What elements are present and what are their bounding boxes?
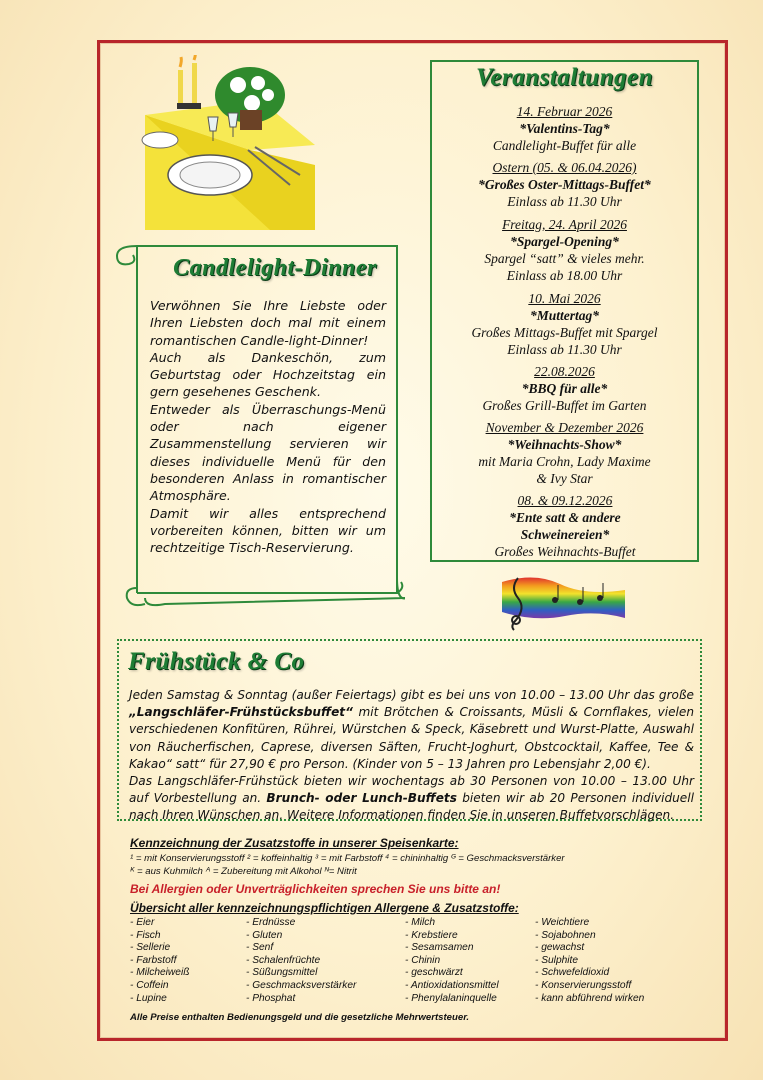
- event-item: [432, 103, 697, 154]
- event-date: 10. Mai 2026: [528, 291, 601, 306]
- allergen-item: - Schwefeldioxid: [535, 967, 610, 979]
- event-item: [432, 363, 697, 414]
- candlelight-paragraph: Damit wir alles entsprechend vorbereiten können, bitten wir um rechtzeitige Tisch-Reservierung.: [150, 505, 386, 556]
- event-desc: Candlelight-Buffet für alle: [492, 138, 637, 153]
- allergen-item: - Antioxidationsmittel: [405, 979, 499, 991]
- rainbow-music-decoration: [500, 570, 630, 635]
- event-item: [432, 419, 697, 487]
- event-item: [432, 159, 697, 210]
- brunch-bold: Brunch- oder Lunch-Buffets: [266, 791, 457, 806]
- allergen-item: - Schalenfrüchte: [246, 954, 321, 966]
- event-desc: & Ivy Star: [536, 471, 593, 486]
- breakfast-paragraph: [129, 687, 694, 773]
- allergen-item: - Milch: [405, 917, 435, 928]
- buffet-name-bold: „Langschläfer-Frühstücksbuffet“: [129, 705, 353, 720]
- candlelight-paragraph: Entweder als Überraschungs-Menü oder nach eigener Zusammenstellung servieren wir dieses individuelle Menü für den besonderen Anlass in romantischer Atmosphäre.: [150, 401, 386, 504]
- event-desc: Großes Grill-Buffet im Garten: [482, 398, 647, 413]
- text-span: Das Langschläfer-Frühstück bieten wir wochentags ab 30 Personen von 10.00 – 13.00 Uhr auf Vorbestellung an.: [129, 774, 694, 806]
- event-name: *Ente satt & andere Schweinereien*: [509, 510, 621, 542]
- event-date: 22.08.2026: [534, 364, 595, 379]
- allergen-column: [405, 917, 499, 1005]
- event-date: Freitag, 24. April 2026: [502, 217, 627, 232]
- event-name: *Muttertag*: [529, 308, 599, 323]
- allergen-item: - Coffein: [130, 979, 169, 991]
- event-desc: Einlass ab 11.30 Uhr: [507, 194, 622, 209]
- event-name: *Weihnachts-Show*: [507, 437, 622, 452]
- text-span: mit Brötchen & Croissants, Müsli & Cornflakes, vielen verschiedenen Konfitüren, Rührei, Würstchen & Speck, Käsebrett und Wurst-Platte, Auswahl von Räucherfischen, Caprese, diversen Säften, Frucht-Joghurt, Obstcocktail, Kaffee, Tee & Kakao“ satt“ für 27,90 € pro Person. (Kinder von 5 – 13 Jahren pro Lebensjahr 2,00 €).: [129, 705, 694, 771]
- allergen-item: - Sellerie: [130, 942, 171, 954]
- allergen-item: - Farbstoff: [130, 954, 177, 966]
- allergen-item: - Geschmacksverstärker: [246, 979, 357, 991]
- event-date: Ostern (05. & 06.04.2026): [492, 160, 637, 175]
- event-date: November & Dezember 2026: [485, 420, 644, 435]
- candlelight-paragraph: Auch als Dankeschön, zum Geburtstag oder Hochzeitstag ein gern gesehenes Geschenk.: [150, 349, 386, 400]
- allergen-column: [246, 917, 356, 1005]
- allergen-item: - Fisch: [130, 929, 161, 941]
- allergen-item: - Chinin: [405, 954, 441, 966]
- event-item: [432, 290, 697, 358]
- event-desc: Spargel “satt” & vieles mehr.: [484, 251, 645, 266]
- events-title: Veranstaltungen: [475, 64, 653, 91]
- event-desc: Großes Mittags-Buffet mit Spargel: [471, 325, 658, 340]
- allergen-item: - Konservierungsstoff: [535, 979, 632, 991]
- allergen-item: - kann abführend wirken: [535, 992, 645, 1004]
- candlelight-title: Candlelight-Dinner: [173, 255, 377, 281]
- allergen-item: - geschwärzt: [405, 967, 463, 979]
- allergen-item: - Eier: [130, 917, 155, 928]
- breakfast-title: Frühstück & Co: [128, 648, 305, 675]
- event-name: *Spargel-Opening*: [510, 234, 619, 249]
- additives-heading: Kennzeichnung der Zusatzstoffe in unserer Speisenkarte:: [130, 836, 459, 850]
- allergen-column: [130, 917, 189, 1005]
- dinner-table-illustration: [140, 55, 320, 230]
- allergen-item: - gewachst: [535, 942, 585, 954]
- allergen-item: - Gluten: [246, 929, 283, 941]
- allergens-overview-heading: Übersicht aller kennzeichnungspflichtigen Allergene & Zusatzstoffe:: [130, 901, 519, 915]
- allergen-item: - Phosphat: [246, 992, 296, 1004]
- price-footnote: Alle Preise enthalten Bedienungsgeld und die gesetzliche Mehrwertsteuer.: [130, 1012, 470, 1023]
- allergen-item: - Süßungsmittel: [246, 967, 318, 979]
- breakfast-text: [129, 687, 694, 825]
- event-date: 14. Februar 2026: [516, 104, 613, 119]
- additives-legend-line: ᴷ = aus Kuhmilch ᴬ = Zubereitung mit Alkohol ᴺ= Nitrit: [130, 866, 357, 877]
- allergy-warning: Bei Allergien oder Unverträglichkeiten sprechen Sie uns bitte an!: [130, 882, 501, 896]
- text-span: bieten wir ab 20 Personen individuell nach Ihren Wünschen an. Weitere Informationen finden Sie in unseren Buffetvorschlägen.: [129, 791, 694, 823]
- allergen-column: [535, 917, 644, 1005]
- event-name: *Großes Oster-Mittags-Buffet*: [478, 177, 651, 192]
- text-span: Jeden Samstag & Sonntag (außer Feiertags) gibt es bei uns von 10.00 – 13.00 Uhr das große: [129, 688, 694, 702]
- event-date: 08. & 09.12.2026: [517, 493, 613, 508]
- allergen-item: - Krebstiere: [405, 929, 458, 941]
- event-desc: Einlass ab 18.00 Uhr: [506, 268, 623, 283]
- event-desc: Einlass ab 11.30 Uhr: [507, 342, 622, 357]
- allergen-item: - Milcheiweiß: [130, 967, 190, 979]
- allergen-item: - Sojabohnen: [535, 929, 596, 941]
- event-item: [432, 216, 697, 284]
- event-item: [470, 492, 660, 560]
- event-desc: mit Maria Crohn, Lady Maxime: [478, 454, 651, 469]
- candlelight-text: [150, 297, 386, 556]
- additives-legend-line: ¹ = mit Konservierungsstoff ² = koffeinhaltig ³ = mit Farbstoff ⁴ = chininhaltig ᴳ = Geschmacksverstärker: [130, 853, 565, 864]
- event-desc: Großes Weihnachts-Buffet: [494, 544, 636, 559]
- allergen-item: - Weichtiere: [535, 917, 590, 928]
- event-name: *BBQ für alle*: [521, 381, 608, 396]
- breakfast-paragraph: [129, 773, 694, 825]
- allergen-item: - Sesamsamen: [405, 942, 474, 954]
- allergen-item: - Senf: [246, 942, 274, 954]
- candlelight-paragraph: Verwöhnen Sie Ihre Liebste oder Ihren Liebsten doch mal mit einem romantischen Candle-light-Dinner!: [150, 298, 386, 348]
- allergen-item: - Phenylalaninquelle: [405, 992, 497, 1004]
- allergen-item: - Sulphite: [535, 954, 579, 966]
- allergen-item: - Erdnüsse: [246, 917, 296, 928]
- allergen-item: - Lupine: [130, 992, 167, 1004]
- event-name: *Valentins-Tag*: [519, 121, 610, 136]
